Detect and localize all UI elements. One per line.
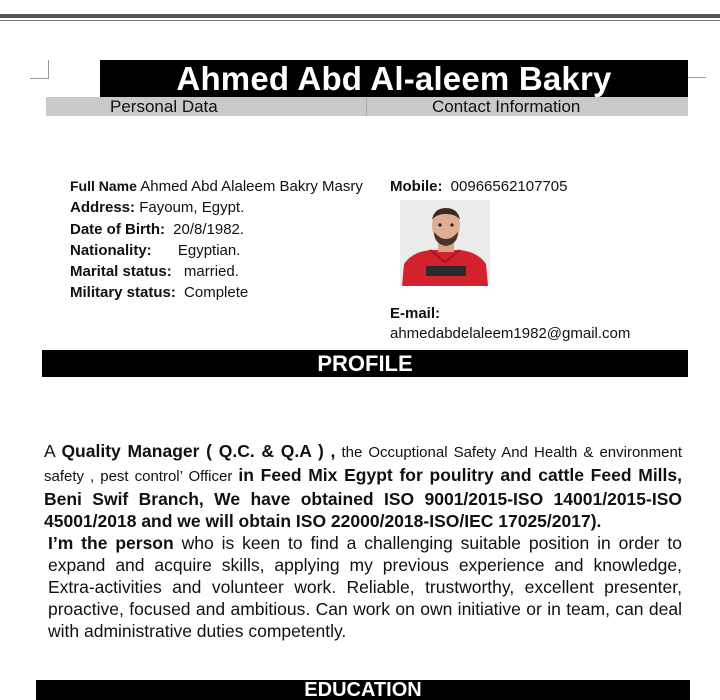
personal-data-block bbox=[70, 176, 370, 304]
profile-p2-body: who is keen to find a challenging suitable position in order to expand and acquire skills, applying my previous experience and knowledge, Extra-activities and volunteer work. Reliable, trustworthy, excellent presenter, proactive, focused and ambitious. Can work on own initiative or in team, can deal with administrative duties competently. bbox=[48, 533, 682, 641]
nationality-row bbox=[70, 240, 370, 261]
military-value: Complete bbox=[184, 284, 249, 302]
nationality-value: Egyptian. bbox=[177, 241, 241, 259]
tab-divider bbox=[366, 97, 367, 116]
dob-label: Date of Birth: bbox=[70, 220, 165, 238]
education-heading: EDUCATION bbox=[36, 680, 690, 700]
mobile-row bbox=[390, 176, 567, 197]
email-block bbox=[390, 304, 630, 344]
military-row bbox=[70, 282, 370, 303]
personal-data-heading: Personal Data bbox=[110, 97, 218, 116]
address-label: Address: bbox=[70, 199, 136, 217]
marital-label: Marital status: bbox=[70, 263, 172, 281]
crop-mark-right bbox=[688, 77, 706, 78]
profile-summary bbox=[44, 440, 682, 642]
profile-paragraph-1 bbox=[44, 440, 682, 532]
profile-p1-a: A bbox=[44, 441, 62, 461]
mobile-label: Mobile: bbox=[390, 178, 443, 195]
full-name-row bbox=[70, 176, 370, 197]
dob-value: 20/8/1982. bbox=[173, 220, 245, 238]
marital-value: married. bbox=[183, 263, 239, 281]
address-value: Fayoum, Egypt. bbox=[139, 199, 245, 217]
dob-row bbox=[70, 219, 370, 240]
military-label: Military status: bbox=[70, 284, 176, 302]
top-border bbox=[0, 14, 720, 18]
nationality-label: Nationality: bbox=[70, 241, 152, 259]
email-value[interactable]: ahmedabdelaleem1982@gmail.com bbox=[390, 325, 631, 342]
top-border-thin bbox=[0, 20, 720, 21]
profile-p2-lead: I’m the person bbox=[48, 533, 174, 553]
profile-p1-role: Quality Manager ( Q.C. & Q.A ) , bbox=[61, 441, 336, 461]
mobile-value: 00966562107705 bbox=[450, 178, 568, 195]
profile-heading: PROFILE bbox=[42, 350, 688, 377]
contact-information-heading: Contact Information bbox=[432, 97, 581, 116]
full-name-value: Ahmed Abd Alaleem Bakry Masry bbox=[140, 178, 363, 195]
candidate-name: Ahmed Abd Al-aleem Bakry bbox=[100, 60, 688, 97]
profile-p1-company: in Feed Mix Egypt for poulitry and cattle Feed Mills, Beni Swif Branch, We have obtained ISO 9001/2015-ISO 14001/2015-ISO 45001/2018 and we will obtain ISO 22000/2018-ISO/IEC 17025/2017). bbox=[44, 465, 682, 531]
email-label: E-mail: bbox=[390, 305, 441, 322]
crop-mark-left bbox=[30, 60, 49, 79]
profile-photo bbox=[400, 200, 490, 286]
profile-p1-duties: the Occuptional Safety And Health & environment safety , pest control’ Officer bbox=[44, 444, 682, 485]
section-tabs bbox=[46, 97, 688, 116]
address-row bbox=[70, 197, 370, 218]
profile-paragraph-2 bbox=[44, 532, 682, 642]
marital-row bbox=[70, 261, 370, 282]
full-name-label: Full Name bbox=[70, 178, 137, 194]
